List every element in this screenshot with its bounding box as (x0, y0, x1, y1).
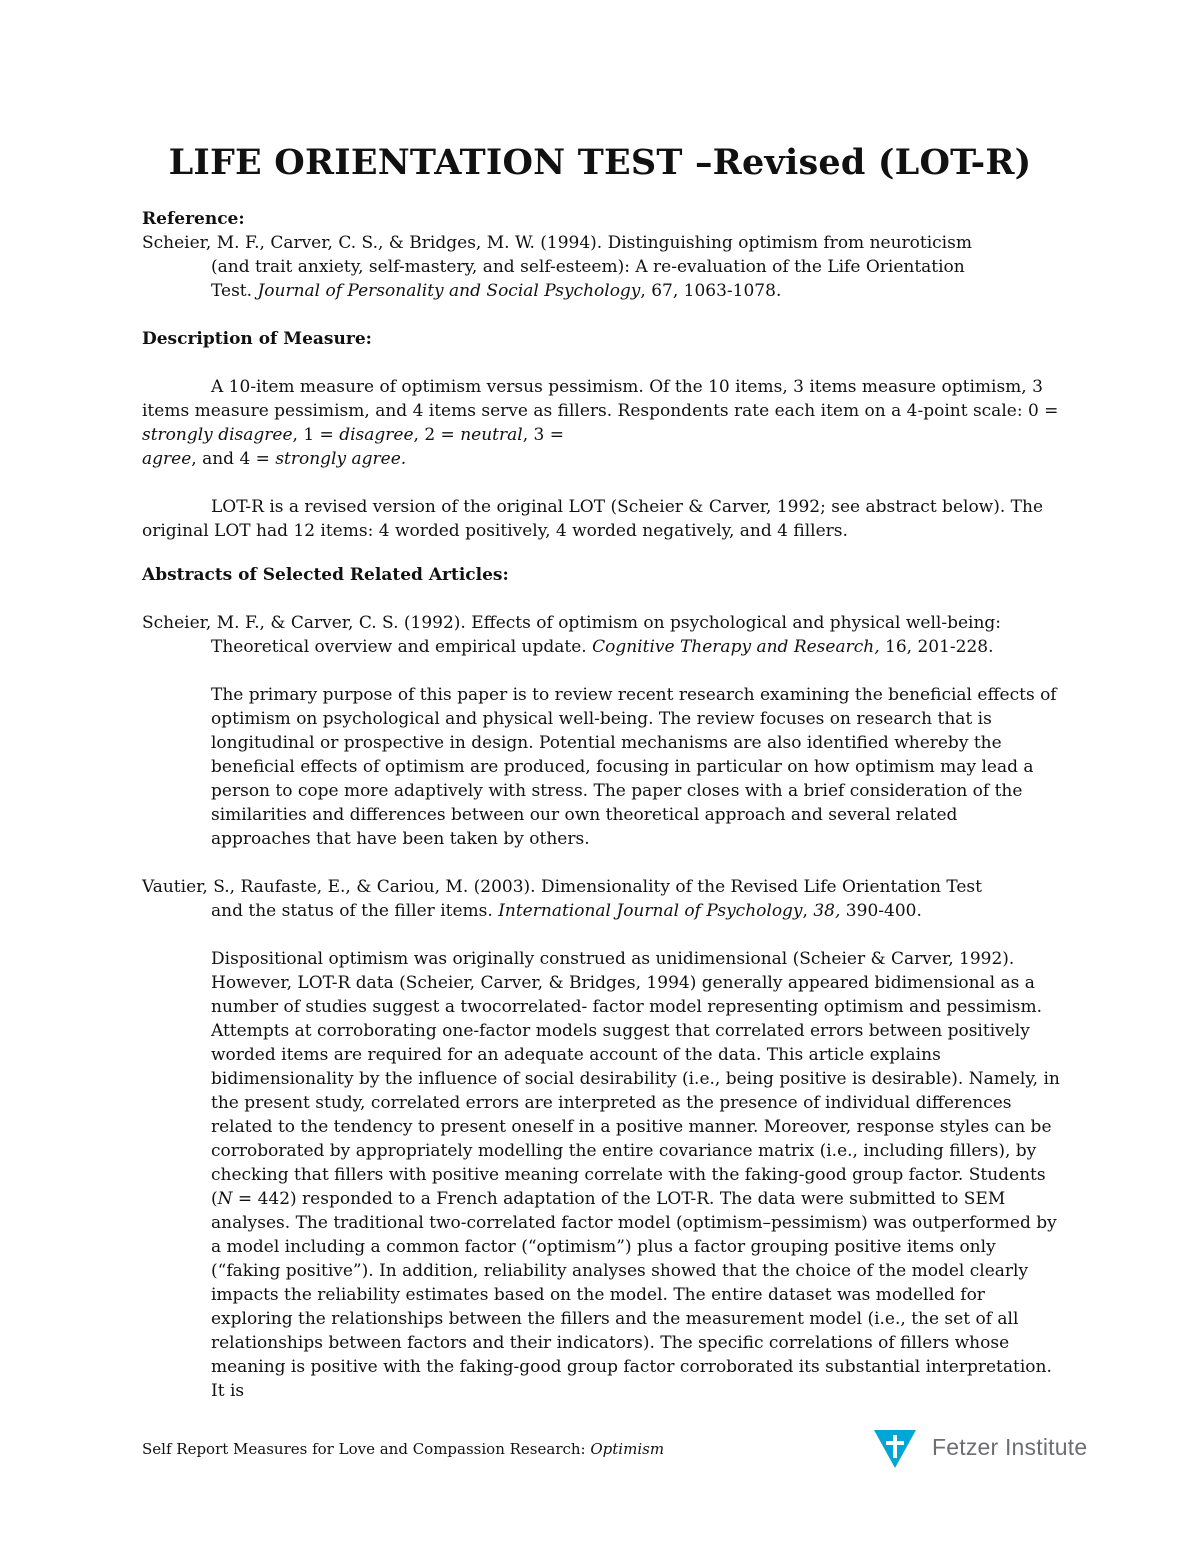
abstracts-section (142, 563, 1062, 1403)
fetzer-logo-name: Fetzer Institute (932, 1434, 1088, 1460)
description-section (142, 327, 1062, 543)
description-heading: Description of Measure: (142, 329, 372, 349)
reference-journal: Journal of Personality and Social Psychology (257, 281, 641, 301)
fetzer-logo-icon (872, 1424, 918, 1470)
article-2-citation: Vautier, S., Raufaste, E., & Cariou, M. (2003). Dimensionality of the Revised Life Orientation Test and the status of the filler items. International Journal of Psychology, 38, 390-400. (142, 877, 982, 921)
article-2-journal: International Journal of Psychology (498, 901, 803, 921)
reference-line-2: (and trait anxiety, self-mastery, and self-esteem): A re-evaluation of the Life Orientation (211, 257, 965, 277)
abstracts-heading: Abstracts of Selected Related Articles: (142, 565, 509, 585)
reference-line-1: Scheier, M. F., Carver, C. S., & Bridges, M. W. (1994). Distinguishing optimism from neuroticism (142, 233, 972, 253)
article-1-abstract: The primary purpose of this paper is to review recent research examining the beneficial effects of optimism on psychological and physical well-being. The review focuses on research that is longitudinal or prospective in design. Potential mechanisms are also identified whereby the beneficial effects of optimism are produced, focusing in particular on how optimism may lead a person to cope more adaptively with stress. The paper closes with a brief consideration of the similarities and differences between our own theoretical approach and several related approaches that have been taken by others. (211, 685, 1057, 849)
reference-section (142, 207, 1062, 303)
description-paragraph-2: LOT-R is a revised version of the original LOT (Scheier & Carver, 1992; see abstract below). The original LOT had 12 items: 4 worded positively, 4 worded negatively, and 4 fillers. (142, 497, 1044, 541)
page-title: LIFE ORIENTATION TEST –Revised (LOT-R) (168, 142, 1032, 183)
footer-topic: Optimism (590, 1440, 665, 1458)
footer-text: Self Report Measures for Love and Compassion Research: Optimism (142, 1440, 665, 1458)
reference-heading: Reference: (142, 209, 245, 229)
article-1-citation: Scheier, M. F., & Carver, C. S. (1992). Effects of optimism on psychological and physical well-being: Theoretical overview and empirical update. Cognitive Therapy and Research, 16, 201-228. (142, 613, 1002, 657)
fetzer-logo (872, 1424, 1087, 1470)
article-2-abstract: Dispositional optimism was originally construed as unidimensional (Scheier & Carver, 1992). However, LOT-R data (Scheier, Carver, & Bridges, 1994) generally appeared bidimensional as a number of studies suggest a twocorrelated- factor model representing optimism and pessimism. Attempts at corroborating one-factor models suggest that correlated errors between positively worded items are required for an adequate account of the data. This article explains bidimensionality by the influence of social desirability (i.e., being positive is desirable). Namely, in the present study, correlated errors are interpreted as the presence of individual differences related to the tendency to present oneself in a positive manner. Moreover, response styles can be corroborated by appropriately modelling the entire covariance matrix (i.e., including fillers), by checking that fillers with positive meaning correlate with the faking-good group factor. Students (N = 442) responded to a French adaptation of the LOT-R. The data were submitted to SEM analyses. The traditional two-correlated factor model (optimism–pessimism) was outperformed by a model including a common factor (“optimism”) plus a factor grouping positive items only (“faking positive”). In addition, reliability analyses showed that the choice of the model clearly impacts the reliability estimates based on the model. The entire dataset was modelled for exploring the relationships between the fillers and the measurement model (i.e., the set of all relationships between factors and their indicators). The specific correlations of fillers whose meaning is positive with the faking-good group factor corroborated its substantial interpretation. It is (211, 949, 1060, 1401)
article-1-journal: Cognitive Therapy and Research, (592, 637, 880, 657)
reference-line-3: Test. Journal of Personality and Social Psychology, 67, 1063-1078. (211, 281, 782, 301)
description-paragraph-1: A 10-item measure of optimism versus pessimism. Of the 10 items, 3 items measure optimism, 3 items measure pessimism, and 4 items serve as fillers. Respondents rate each item on a 4-point scale: 0 = strongly disagree, 1 = disagree, 2 = neutral, 3 = agree, and 4 = strongly agree. (142, 377, 1059, 469)
